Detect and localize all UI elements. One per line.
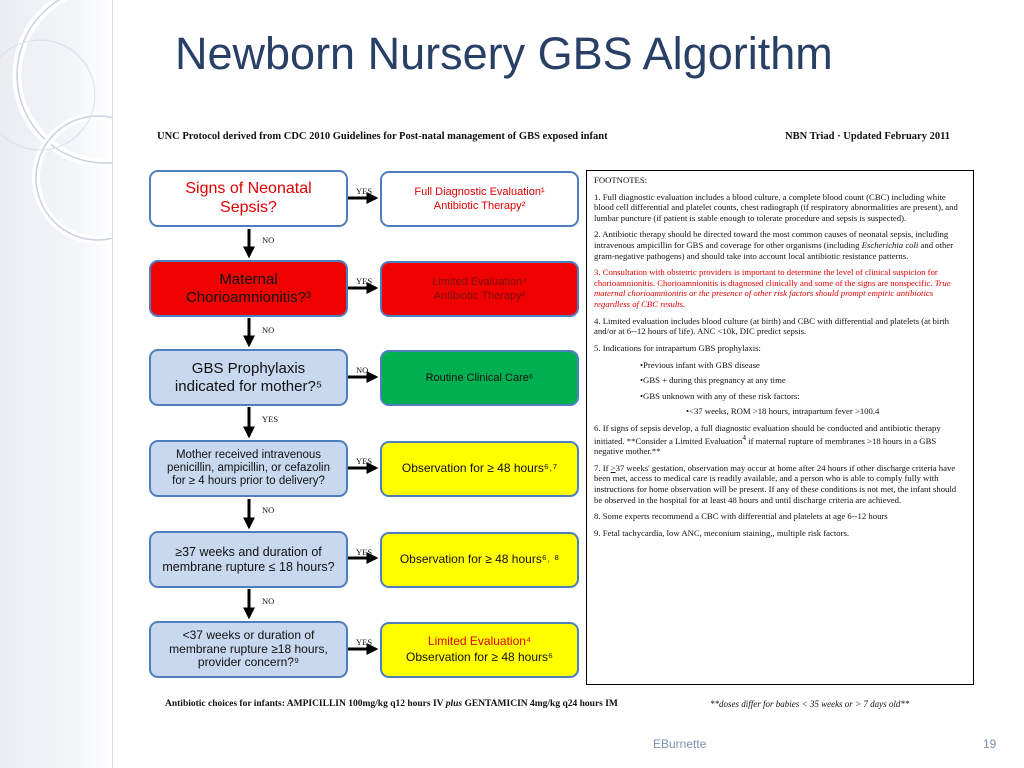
action-box bbox=[380, 350, 579, 406]
question-box bbox=[149, 260, 348, 317]
answer-label: YES bbox=[356, 276, 373, 286]
update-note: NBN Triad · Updated February 2011 bbox=[785, 131, 951, 142]
branch-label: NO bbox=[262, 596, 275, 606]
question-text: indicated for mother?⁵ bbox=[174, 377, 323, 395]
action-text: Limited Evaluation⁴ bbox=[427, 634, 532, 649]
action-text: Antibiotic Therapy² bbox=[433, 200, 526, 212]
footnote-5-item: •GBS + during this pregnancy at any time bbox=[640, 375, 786, 386]
question-text: Maternal bbox=[219, 271, 278, 289]
question-box bbox=[149, 440, 348, 497]
question-box bbox=[149, 170, 348, 227]
footnote-4: 4. Limited evaluation includes blood culture (at birth) and CBC with differential and platelets (at birth and/or at 6--12 hours of life). ANC <10k, DIC predict sepsis. bbox=[594, 315, 949, 337]
footnote-3: 3. Consultation with obstetric providers is important to determine the level of clinical suspicion for chorioamnionitis. Chorioamnionitis is diagnosed clinically and some of the signs are nonspecific. True maternal chorioamnionitis or the presence of other risk factors should prompt empiric antibiotics regardless of CBC results. bbox=[594, 267, 951, 310]
answer-label: YES bbox=[356, 547, 373, 557]
answer-label: YES bbox=[356, 637, 373, 647]
branch-label: YES bbox=[262, 414, 279, 424]
branch-label: NO bbox=[262, 235, 275, 245]
question-text: for ≥ 4 hours prior to delivery? bbox=[172, 475, 325, 488]
footnote-5-subitem: •<37 weeks, ROM >18 hours, intrapartum fever >100.4 bbox=[686, 406, 880, 417]
action-box bbox=[380, 171, 579, 227]
action-text: Routine Clinical Care⁶ bbox=[425, 371, 534, 384]
answer-label: YES bbox=[356, 186, 373, 196]
question-box bbox=[149, 621, 348, 678]
footnotes-heading: FOOTNOTES: bbox=[594, 175, 648, 185]
question-text: Mother received intravenous bbox=[175, 448, 322, 461]
question-text: ≥37 weeks and duration of bbox=[175, 545, 322, 560]
action-text: Antibiotic Therapy² bbox=[433, 290, 526, 302]
footnote-8: 8. Some experts recommend a CBC with differential and platelets at age 6--12 hours bbox=[594, 511, 888, 522]
protocol-source: UNC Protocol derived from CDC 2010 Guidelines for Post-natal management of GBS exposed infant bbox=[157, 131, 608, 142]
dose-note: **doses differ for babies < 35 weeks or > 7 days old** bbox=[710, 699, 910, 709]
branch-label: NO bbox=[262, 505, 275, 515]
action-text: Full Diagnostic Evaluation¹ bbox=[414, 185, 545, 198]
footnote-5-item: •Previous infant with GBS disease bbox=[640, 359, 760, 370]
footer-author: EBurnette bbox=[653, 737, 707, 751]
slide-title: Newborn Nursery GBS Algorithm bbox=[175, 28, 833, 79]
action-text: Limited Evaluation⁴ bbox=[432, 275, 527, 288]
question-box bbox=[149, 531, 348, 588]
question-text: Signs of Neonatal bbox=[185, 180, 312, 198]
question-text: <37 weeks or duration of bbox=[182, 627, 315, 642]
action-box bbox=[380, 532, 579, 588]
answer-label: YES bbox=[356, 456, 373, 466]
action-box bbox=[380, 261, 579, 317]
action-text: Observation for ≥ 48 hours⁶ bbox=[406, 650, 553, 664]
branch-label: NO bbox=[262, 325, 275, 335]
footnote-9: 9. Fetal tachycardia, low ANC, meconium staining,, multiple risk factors. bbox=[594, 527, 850, 538]
question-text: Chorioamnionitis?³ bbox=[185, 288, 312, 306]
action-text: Observation for ≥ 48 hours⁶˒⁷ bbox=[401, 461, 558, 476]
question-box bbox=[149, 349, 348, 406]
page-number: 19 bbox=[983, 737, 997, 751]
footnote-1: 1. Full diagnostic evaluation includes a blood culture, a complete blood count (CBC) including white blood cell differential and platelet counts, chest radiograph (if respiratory abnormalities are present), and lumbar puncture (if patient is stable enough to tolerate procedure and sepsis is suspected). bbox=[594, 191, 958, 223]
question-text: membrane rupture ≥18 hours, bbox=[169, 641, 328, 656]
footnote-5-item: •GBS unknown with any of these risk factors: bbox=[640, 390, 800, 401]
footnotes-panel bbox=[586, 170, 974, 685]
action-box bbox=[380, 441, 579, 497]
question-text: membrane rupture ≤ 18 hours? bbox=[162, 559, 335, 574]
question-text: GBS Prophylaxis bbox=[191, 360, 306, 378]
answer-label: NO bbox=[356, 365, 369, 375]
footnote-2: 2. Antibiotic therapy should be directed toward the most common causes of neonatal sepsis, including intravenous ampicillin for GBS and coverage for other organisms (including Escherichia coli and other gram-negative pathogens) and should take into account local antibiotic resistance patterns. bbox=[594, 229, 954, 261]
action-text: Observation for ≥ 48 hours⁶˒ ⁸ bbox=[399, 552, 560, 567]
question-text: provider concern?⁹ bbox=[197, 655, 300, 670]
action-box bbox=[380, 622, 579, 678]
question-text: penicillin, ampicillin, or cefazolin bbox=[167, 461, 330, 474]
antibiotic-choices: Antibiotic choices for infants: AMPICILLIN 100mg/kg q12 hours IV plus GENTAMICIN 4mg/kg q24 hours IM bbox=[165, 699, 618, 709]
footnote-5: 5. Indications for intrapartum GBS prophylaxis: bbox=[594, 342, 761, 353]
footnote-6: 6. If signs of sepsis develop, a full diagnostic evaluation should be conducted and antibiotic therapy initiated. **Consider a Limited Evaluation$^4$ if maternal rupture of membranes >18 hours in a GBS negative mother.** bbox=[594, 422, 941, 457]
question-text: Sepsis? bbox=[220, 198, 277, 216]
footnote-7: 7. If >37 weeks' gestation, observation may occur at home after 24 hours if other discharge criteria have been met, access to medical care is readily available, and a person who is able to comply fully with instructions for home observation will be present. If any of these conditions is not met, the infant should be observed in the hospital for at least 48 hours and until discharge criteria are achieved. bbox=[594, 462, 957, 505]
